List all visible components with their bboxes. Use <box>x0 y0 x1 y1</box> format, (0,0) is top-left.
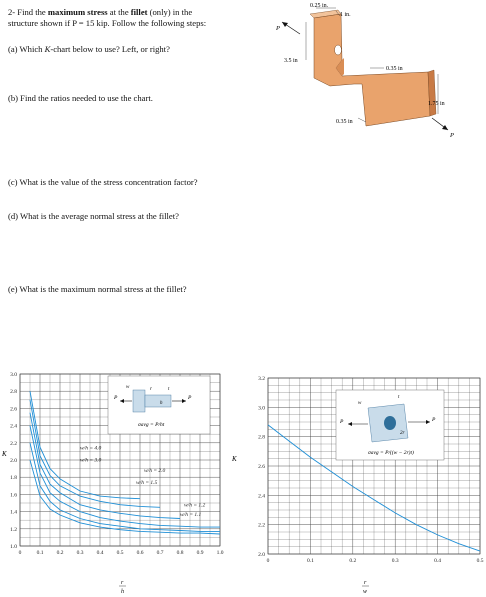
dim-fillet-label: 0.35 in <box>336 119 353 125</box>
arrowhead <box>282 22 288 27</box>
dim-hole-label: 1 in. <box>340 12 351 18</box>
y-tick-label: 3.0 <box>10 372 17 378</box>
x-tick-label: 0.4 <box>96 550 104 556</box>
x-axis-label-bottom: h <box>121 589 124 595</box>
k-chart-left <box>0 368 240 597</box>
y-tick-label: 2.2 <box>10 440 17 447</box>
curve-label: w/h = 1.1 <box>180 511 202 518</box>
x-tick-label: 0.5 <box>116 550 124 556</box>
question-b: (b) Find the ratios needed to use the chart. <box>8 93 153 103</box>
x-tick-label: 0.7 <box>156 550 164 556</box>
x-tick-label: 1.0 <box>216 550 224 556</box>
x-tick-label: 0.5 <box>476 558 484 564</box>
curve-label: w/h = 3.0 <box>80 457 102 464</box>
statement-text: at the <box>107 7 131 17</box>
inset-p-right: P <box>432 417 436 423</box>
inset-t: t <box>398 395 400 400</box>
y-tick-label: 2.8 <box>258 434 265 441</box>
statement-bold-fillet: fillet <box>130 7 148 17</box>
dim-line <box>358 118 366 122</box>
y-tick-label: 2.2 <box>258 522 265 529</box>
inset-formula: σavg = P/ht <box>138 422 165 428</box>
x-axis-label-top: r <box>121 580 124 586</box>
y-tick-label: 2.0 <box>258 552 265 558</box>
y-tick-label: 1.2 <box>10 526 17 533</box>
question-a: (a) Which K-chart below to use? Left, or right? <box>8 44 170 54</box>
x-tick-label: 0.3 <box>391 558 399 564</box>
plate-hole <box>335 45 342 55</box>
question-c: (c) What is the value of the stress concentration factor? <box>8 177 198 187</box>
x-tick-label: 0.1 <box>36 550 44 556</box>
x-tick-label: 0 <box>266 558 270 564</box>
y-tick-label: 2.4 <box>10 423 17 430</box>
statement-text: (only) in the <box>147 7 193 17</box>
x-tick-label: 0.2 <box>349 558 357 564</box>
inset-p-right: P <box>188 395 192 401</box>
dim-top-label: 0.25 in. <box>310 3 329 9</box>
y-tick-label: 2.6 <box>10 406 17 413</box>
inset-2r: 2r <box>400 431 405 436</box>
x-tick-label: 0.1 <box>306 558 314 564</box>
inset-p-left: P <box>340 419 344 425</box>
x-tick-label: 0.2 <box>56 550 64 556</box>
statement-line-2: structure shown if P = 15 kip. Follow the following steps: <box>8 18 207 28</box>
problem-statement <box>8 7 278 29</box>
curve-label: w/h = 4.0 <box>80 445 102 452</box>
curve-label: w/h = 1.5 <box>136 480 158 487</box>
y-tick-label: 2.8 <box>10 389 17 396</box>
x-tick-label: 0.4 <box>434 558 442 564</box>
x-tick-label: 0 <box>18 550 22 556</box>
y-axis-label: K <box>232 455 237 463</box>
x-axis-label-bottom: w <box>363 589 368 595</box>
dim-width-label: 1.75 in <box>428 101 445 107</box>
y-tick-label: 1.8 <box>10 475 17 482</box>
y-tick-label: 2.6 <box>258 464 265 470</box>
x-tick-label: 0.9 <box>196 550 204 556</box>
statement-text: 2- Find the <box>8 7 48 17</box>
dim-left-label: 3.5 in <box>284 58 298 64</box>
question-d: (d) What is the average normal stress at the fillet? <box>8 211 179 221</box>
inset-p-left: P <box>114 395 118 401</box>
plate-face <box>314 14 430 126</box>
curve-label: w/h = 2.0 <box>144 468 166 475</box>
load-right-label: P <box>450 132 454 139</box>
inset-w: w <box>358 401 362 406</box>
y-tick-label: 3.0 <box>258 405 265 412</box>
y-tick-label: 1.6 <box>10 492 17 499</box>
plate-figure <box>270 0 486 150</box>
inset-t: t <box>168 387 170 392</box>
statement-bold-max-stress: maximum stress <box>47 7 108 17</box>
inset-r: r <box>150 387 152 392</box>
load-left-label: P <box>276 25 280 32</box>
inset-h: h <box>160 401 163 406</box>
x-axis-label-top: r <box>364 580 367 586</box>
inset-formula: σavg = P/((w − 2r)t) <box>368 450 414 456</box>
dim-right-label: 0.35 in <box>386 66 403 72</box>
x-tick-label: 0.3 <box>76 550 84 556</box>
k-chart-right <box>232 368 486 597</box>
y-axis-label: K <box>2 450 7 458</box>
question-e: (e) What is the maximum normal stress at the fillet? <box>8 284 187 294</box>
inset-w: w <box>126 385 130 390</box>
x-tick-label: 0.6 <box>136 550 144 556</box>
y-tick-label: 2.4 <box>258 493 265 500</box>
curve-label: w/h = 1.2 <box>184 502 206 509</box>
x-tick-label: 0.8 <box>176 550 184 556</box>
y-tick-label: 3.2 <box>258 376 265 382</box>
right-chart-inset <box>336 390 444 460</box>
y-tick-label: 1.0 <box>10 544 17 550</box>
left-chart-inset <box>108 376 210 434</box>
y-tick-label: 2.0 <box>10 458 17 464</box>
y-tick-label: 1.4 <box>10 509 17 516</box>
